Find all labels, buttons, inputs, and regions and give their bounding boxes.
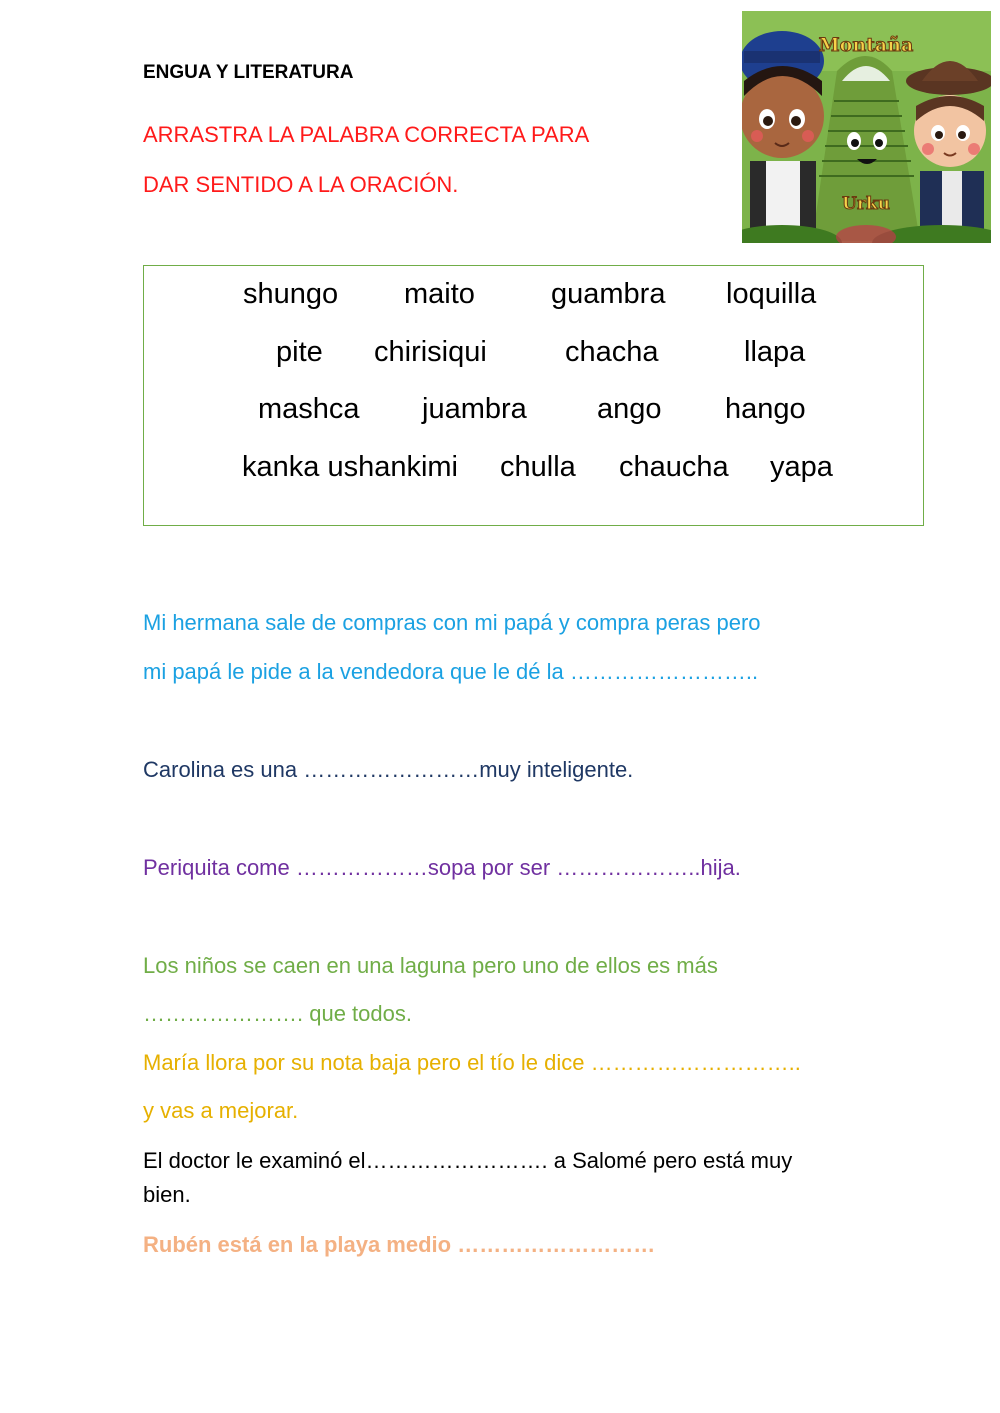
subject-title: ENGUA Y LITERATURA xyxy=(143,62,354,83)
illustration-title: Montaña xyxy=(818,34,914,56)
sentence-7[interactable]: Rubén está en la playa medio ……………………… xyxy=(143,1232,656,1257)
sentence-1-line-1: Mi hermana sale de compras con mi papá y compra peras pero xyxy=(143,610,761,635)
word-chip[interactable]: pite xyxy=(276,336,323,368)
word-chip[interactable]: juambra xyxy=(422,393,527,425)
word-chip[interactable]: maito xyxy=(404,278,475,310)
sentence-5-line-1[interactable]: María llora por su nota baja pero el tío le dice ……………………….. xyxy=(143,1050,801,1075)
instruction-line-2: DAR SENTIDO A LA ORACIÓN. xyxy=(143,172,459,197)
sentence-6-line-1[interactable]: El doctor le examinó el……………………. a Salomé pero está muy xyxy=(143,1148,793,1173)
word-chip[interactable]: guambra xyxy=(551,278,666,310)
word-chip[interactable]: chaucha xyxy=(619,451,729,483)
sentence-1-line-2[interactable]: mi papá le pide a la vendedora que le dé la …………………….. xyxy=(143,659,759,684)
word-chip[interactable]: llapa xyxy=(744,336,806,368)
word-chip[interactable]: chacha xyxy=(565,336,659,368)
word-chip[interactable]: yapa xyxy=(770,451,833,483)
word-chip[interactable]: ango xyxy=(597,393,662,425)
word-chip[interactable]: shungo xyxy=(243,278,339,310)
sentence-6-line-2: bien. xyxy=(143,1182,191,1207)
cartoon-illustration xyxy=(742,11,991,243)
sentence-2[interactable]: Carolina es una ……………………muy inteligente. xyxy=(143,757,634,782)
word-bank xyxy=(143,265,924,526)
word-chip[interactable]: chulla xyxy=(500,451,576,483)
sentence-5-line-2: y vas a mejorar. xyxy=(143,1098,299,1123)
word-chip[interactable]: hango xyxy=(725,393,806,425)
word-chip[interactable]: loquilla xyxy=(726,278,817,310)
sentence-4-line-1: Los niños se caen en una laguna pero uno de ellos es más xyxy=(143,953,718,978)
instruction-line-1: ARRASTRA LA PALABRA CORRECTA PARA xyxy=(143,122,590,147)
sentence-3[interactable]: Periquita come ………………sopa por ser ………………..hija. xyxy=(143,855,741,880)
word-chip[interactable]: kanka ushankimi xyxy=(242,451,458,483)
illustration-subtitle: Urku xyxy=(842,194,890,214)
sentence-4-line-2[interactable]: …………………. que todos. xyxy=(143,1001,412,1026)
word-chip[interactable]: mashca xyxy=(258,393,360,425)
word-chip[interactable]: chirisiqui xyxy=(374,336,487,368)
